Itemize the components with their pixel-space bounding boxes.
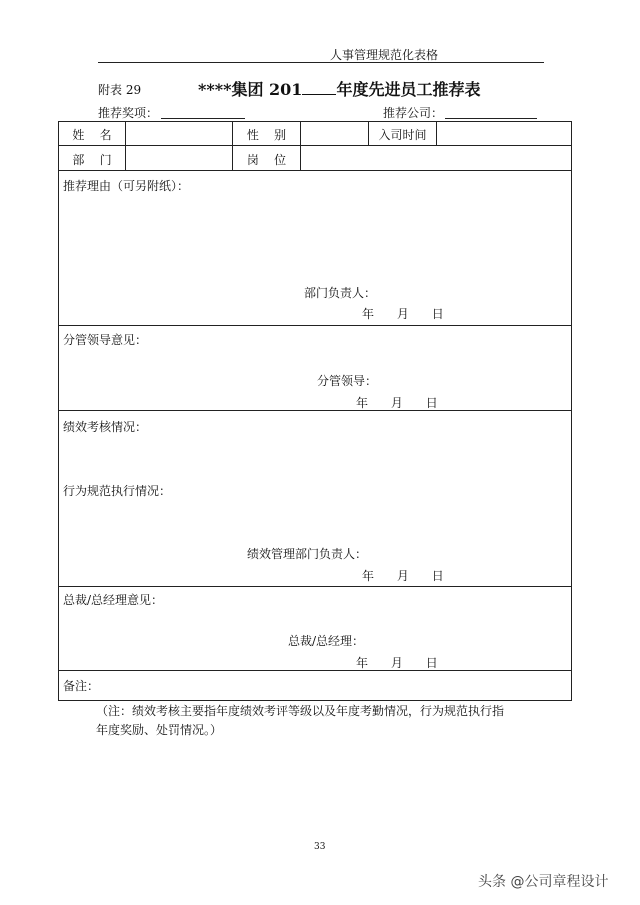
header-divider	[98, 62, 544, 63]
watermark: 头条 @公司章程设计	[478, 874, 609, 890]
footnote-line-1: （注：绩效考核主要指年度绩效考评等级以及年度考勤情况，行为规范执行指	[96, 704, 505, 718]
post-field[interactable]	[301, 146, 569, 170]
gm-opinion-label: 总裁/总经理意见：	[63, 593, 164, 607]
remarks-field[interactable]	[100, 672, 568, 697]
performance-signature-label: 绩效管理部门负责人：	[247, 547, 368, 561]
supervisor-date: 年 月 日	[356, 396, 438, 410]
row-divider	[58, 325, 572, 326]
form-title	[198, 77, 480, 100]
hire-date-field[interactable]	[437, 122, 569, 145]
supervisor-opinion-label: 分管领导意见：	[63, 333, 148, 347]
gm-date: 年 月 日	[356, 656, 438, 670]
dept-head-signature-label: 部门负责人：	[304, 286, 377, 300]
performance-date: 年 月 日	[362, 569, 444, 583]
row-divider	[58, 170, 572, 171]
form-title-prefix: ****集团 201	[198, 80, 303, 99]
row-divider	[58, 410, 572, 411]
year-blank	[302, 80, 336, 95]
name-field[interactable]	[126, 122, 232, 145]
form-title-suffix: 年度先进员工推荐表	[336, 80, 481, 99]
reason-field[interactable]	[60, 193, 568, 283]
gender-field[interactable]	[301, 122, 368, 145]
department-label: 部 门	[72, 153, 112, 167]
remarks-label: 备注：	[63, 679, 100, 693]
performance-label: 绩效考核情况：	[63, 420, 148, 434]
gm-signature-label: 总裁/总经理：	[288, 634, 365, 648]
name-label: 姓 名	[72, 128, 112, 142]
row-divider	[58, 670, 572, 671]
recommend-company-field[interactable]	[445, 118, 537, 119]
page-number: 33	[314, 842, 326, 852]
dept-head-date: 年 月 日	[362, 307, 444, 321]
appendix-number: 附表 29	[98, 83, 142, 97]
reason-label: 推荐理由（可另附纸）：	[63, 179, 190, 193]
recommend-award-label: 推荐奖项：	[98, 106, 159, 120]
recommend-award-field[interactable]	[161, 118, 245, 119]
footnote	[96, 702, 566, 740]
department-field[interactable]	[126, 146, 232, 170]
row-divider	[58, 586, 572, 587]
behavior-label: 行为规范执行情况：	[63, 484, 172, 498]
post-label: 岗 位	[246, 153, 287, 167]
recommend-company-label: 推荐公司：	[383, 106, 444, 120]
footnote-line-2: 年度奖励、处罚情况。）	[96, 723, 223, 737]
hire-date-label: 入司时间	[378, 128, 427, 142]
supervisor-signature-label: 分管领导：	[317, 374, 378, 388]
document-header-title: 人事管理规范化表格	[330, 48, 439, 62]
gender-label: 性 别	[246, 128, 287, 142]
